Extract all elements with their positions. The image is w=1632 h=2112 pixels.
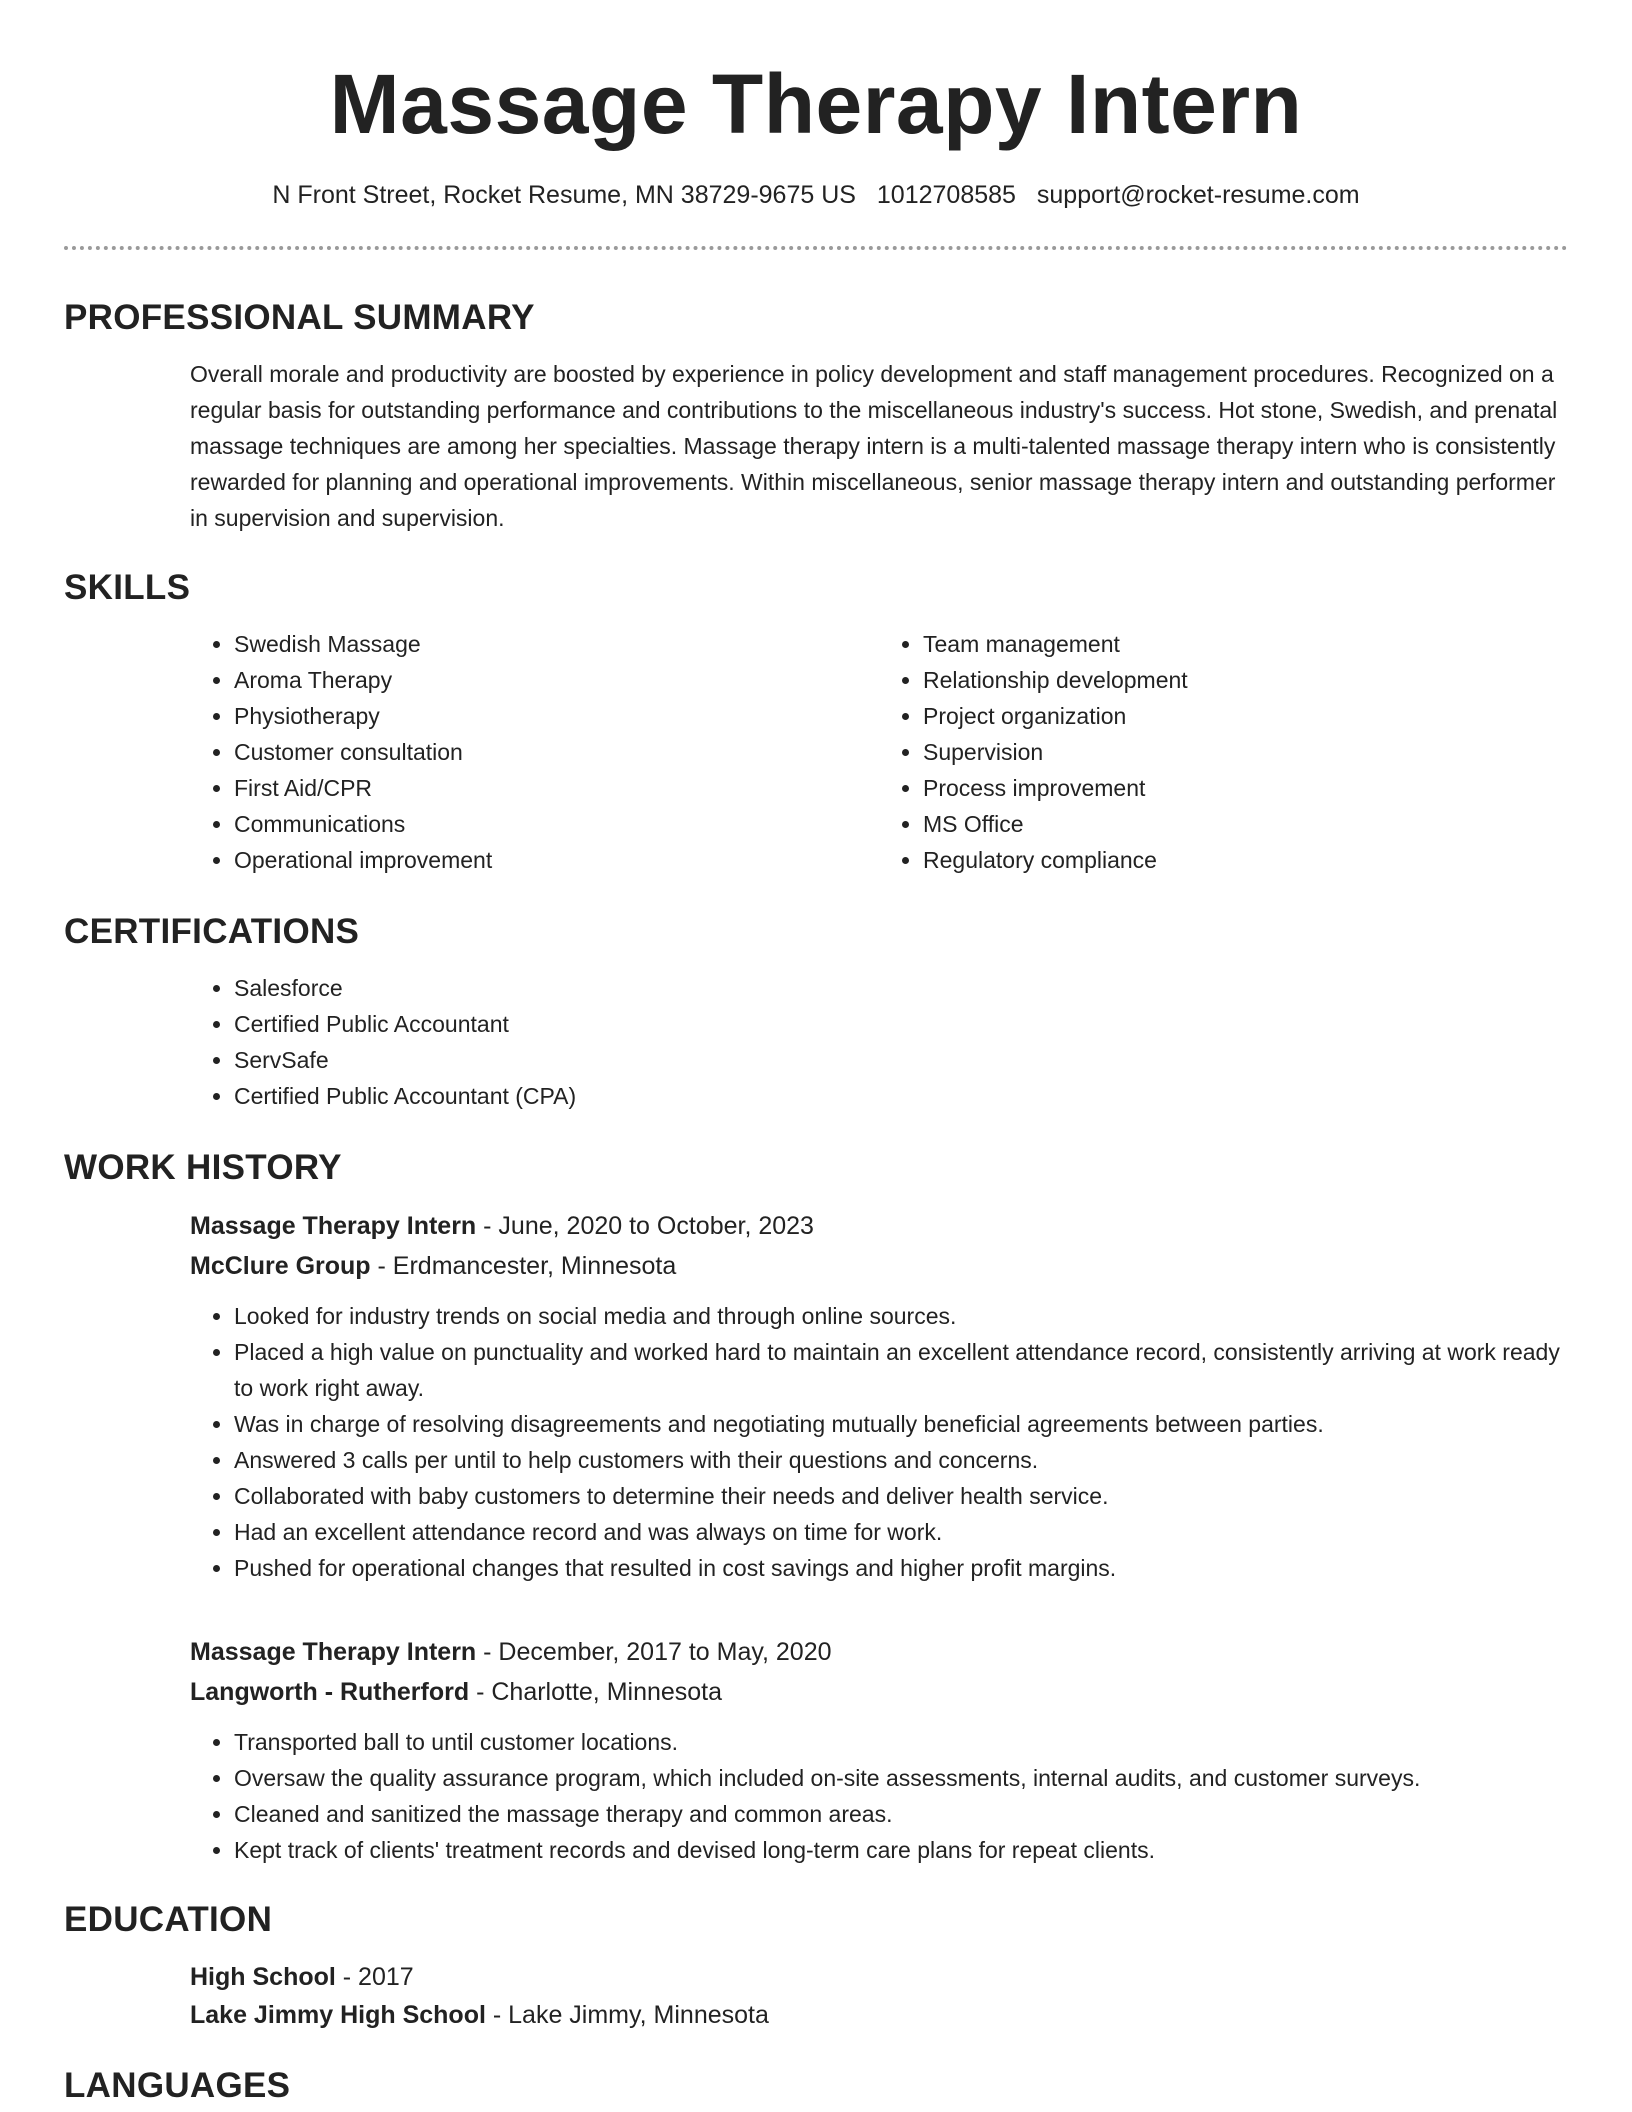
header-divider xyxy=(64,246,1568,250)
skills-heading: SKILLS xyxy=(64,568,191,607)
education-year: - 2017 xyxy=(335,1963,414,1991)
skill-item: • Team management xyxy=(923,626,1568,662)
job-entry xyxy=(190,1206,1568,1586)
skills-right-column xyxy=(879,626,1568,878)
contact-line xyxy=(64,178,1568,212)
skills-list xyxy=(190,626,1568,878)
job-bullets xyxy=(190,1724,1568,1868)
certification-item: • Certified Public Accountant (CPA) xyxy=(234,1078,1568,1114)
job-title-line xyxy=(190,1632,1568,1672)
certifications-list xyxy=(190,970,1568,1114)
work-history-heading: WORK HISTORY xyxy=(64,1148,342,1187)
job-bullet: • Pushed for operational changes that resulted in cost savings and higher profit margins. xyxy=(234,1550,1568,1586)
job-company-line xyxy=(190,1246,1568,1286)
job-bullet: • Kept track of clients' treatment records and devised long-term care plans for repeat clients. xyxy=(234,1832,1568,1868)
job-bullets xyxy=(190,1298,1568,1586)
job-bullet: • Answered 3 calls per until to help customers with their questions and concerns. xyxy=(234,1442,1568,1478)
job-bullet: • Had an excellent attendance record and was always on time for work. xyxy=(234,1514,1568,1550)
contact-address: N Front Street, Rocket Resume, MN 38729-9675 US xyxy=(272,181,856,209)
skill-item: • Swedish Massage xyxy=(234,626,879,662)
skill-item: • Aroma Therapy xyxy=(234,662,879,698)
skill-item: • First Aid/CPR xyxy=(234,770,879,806)
job-bullet: • Oversaw the quality assurance program, which included on-site assessments, internal audits, and customer surveys. xyxy=(234,1760,1568,1796)
job-bullet: • Placed a high value on punctuality and worked hard to maintain an excellent attendance record, consistently arriving at work ready to work right away. xyxy=(234,1334,1568,1406)
job-company-line xyxy=(190,1672,1568,1712)
job-location: - Erdmancester, Minnesota xyxy=(370,1252,677,1280)
certification-item: • Salesforce xyxy=(234,970,1568,1006)
candidate-name: Massage Therapy Intern xyxy=(329,57,1303,151)
skill-item: • Process improvement xyxy=(923,770,1568,806)
job-bullet: • Was in charge of resolving disagreements and negotiating mutually beneficial agreements between parties. xyxy=(234,1406,1568,1442)
job-bullet: • Transported ball to until customer locations. xyxy=(234,1724,1568,1760)
education-entry xyxy=(190,1958,1568,2034)
job-bullet: • Cleaned and sanitized the massage therapy and common areas. xyxy=(234,1796,1568,1832)
certifications-heading: CERTIFICATIONS xyxy=(64,912,360,951)
certification-item: • ServSafe xyxy=(234,1042,1568,1078)
skill-item: • Regulatory compliance xyxy=(923,842,1568,878)
job-company: McClure Group xyxy=(190,1252,371,1280)
job-bullet: • Collaborated with baby customers to determine their needs and deliver health service. xyxy=(234,1478,1568,1514)
skill-item: • Relationship development xyxy=(923,662,1568,698)
job-dates: - December, 2017 to May, 2020 xyxy=(476,1638,832,1666)
skills-left-column xyxy=(190,626,879,878)
job-bullet: • Looked for industry trends on social media and through online sources. xyxy=(234,1298,1568,1334)
job-role: Massage Therapy Intern xyxy=(190,1212,477,1240)
education-location: - Lake Jimmy, Minnesota xyxy=(485,2001,769,2029)
skill-item: • Physiotherapy xyxy=(234,698,879,734)
skill-item: • Customer consultation xyxy=(234,734,879,770)
contact-email: support@rocket-resume.com xyxy=(1036,181,1360,209)
summary-heading: PROFESSIONAL SUMMARY xyxy=(64,298,535,337)
skill-item: • Supervision xyxy=(923,734,1568,770)
job-dates: - June, 2020 to October, 2023 xyxy=(476,1212,814,1240)
job-location: - Charlotte, Minnesota xyxy=(469,1678,723,1706)
job-entry xyxy=(190,1632,1568,1868)
education-degree: High School xyxy=(190,1963,336,1991)
skill-item: • Communications xyxy=(234,806,879,842)
skill-item: • Project organization xyxy=(923,698,1568,734)
education-school-line xyxy=(190,1996,1568,2034)
languages-heading: LANGUAGES xyxy=(64,2066,291,2105)
summary-text: Overall morale and productivity are boosted by experience in policy development and staff management procedures. Recognized on a regular basis for outstanding performance and contributions to the miscellaneous industry's success. Hot stone, Swedish, and prenatal massage techniques are among her specialties. Massage therapy intern is a multi-talented massage therapy intern who is consistently rewarded for planning and operational improvements. Within miscellaneous, senior massage therapy intern and outstanding performer in supervision and supervision. xyxy=(190,361,1558,531)
certifications-bullets xyxy=(190,970,1568,1114)
job-role: Massage Therapy Intern xyxy=(190,1638,477,1666)
skill-item: • Operational improvement xyxy=(234,842,879,878)
education-school: Lake Jimmy High School xyxy=(190,2001,486,2029)
contact-phone: 1012708585 xyxy=(876,181,1016,209)
job-company: Langworth - Rutherford xyxy=(190,1678,470,1706)
education-degree-line xyxy=(190,1958,1568,1996)
job-title-line xyxy=(190,1206,1568,1246)
education-heading: EDUCATION xyxy=(64,1900,273,1939)
skill-item: • MS Office xyxy=(923,806,1568,842)
certification-item: • Certified Public Accountant xyxy=(234,1006,1568,1042)
